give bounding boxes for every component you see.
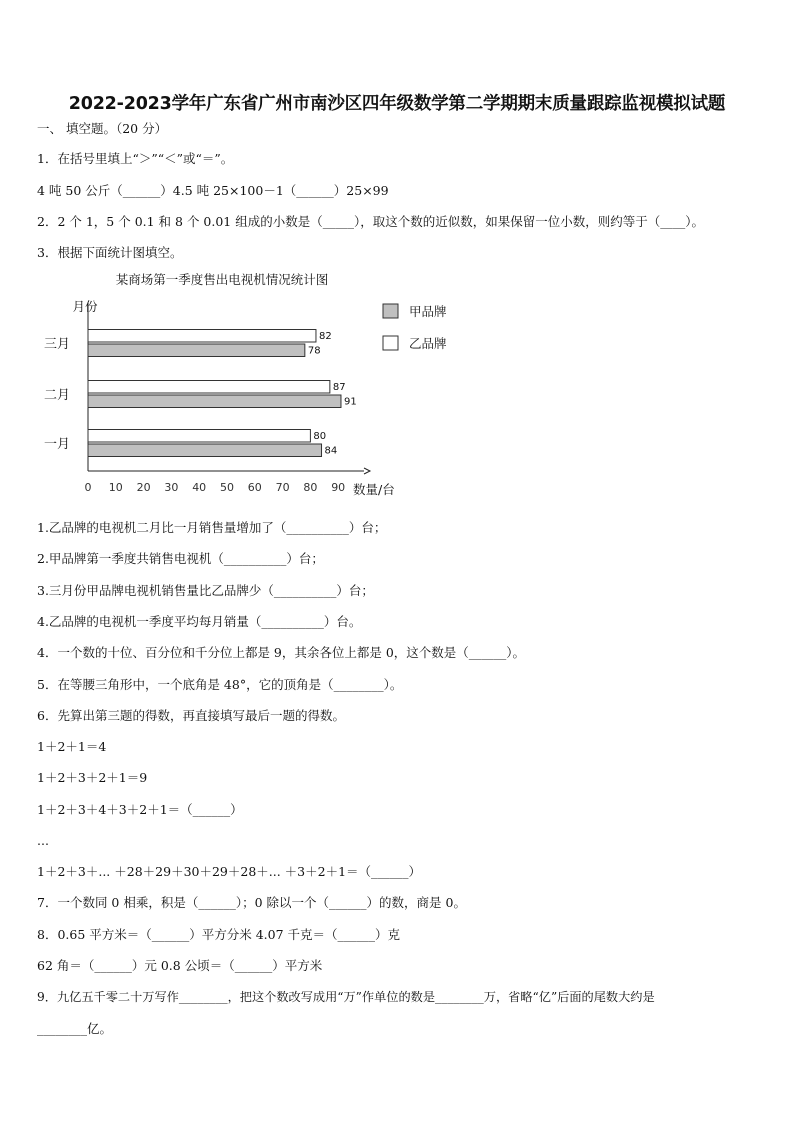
question-3-sub-2: 2.甲品牌第一季度共销售电视机（__________）台； bbox=[37, 551, 324, 566]
question-7: 7．一个数同 0 相乘，积是（______）；0 除以一个（______）的数，商是 0。 bbox=[37, 895, 466, 910]
question-6-line-5: 1＋2＋3＋... ＋28＋29＋30＋29＋28＋... ＋3＋2＋1＝（______） bbox=[37, 864, 422, 879]
chart-bars bbox=[44, 330, 357, 457]
section-heading: 一、 填空题。（20 分） bbox=[37, 121, 168, 136]
bar bbox=[88, 395, 341, 408]
x-tick-label: 90 bbox=[331, 481, 346, 494]
x-tick-label: 30 bbox=[164, 481, 179, 494]
x-tick-label: 20 bbox=[136, 481, 151, 494]
legend-label: 乙品牌 bbox=[409, 336, 447, 351]
x-axis-arrow bbox=[364, 468, 370, 474]
question-6-line-2: 1＋2＋3＋2＋1＝9 bbox=[37, 770, 148, 785]
question-6-line-4: ... bbox=[37, 833, 49, 848]
question-6-stem: 6．先算出第三题的得数，再直接填写最后一题的得数。 bbox=[37, 708, 345, 723]
category-label: 三月 bbox=[43, 337, 71, 352]
bar-value-label: 84 bbox=[324, 445, 338, 457]
bar bbox=[88, 381, 330, 394]
chart-legend bbox=[383, 304, 447, 351]
legend-swatch bbox=[383, 304, 398, 318]
bar-chart bbox=[37, 268, 477, 508]
x-tick-label: 80 bbox=[303, 481, 318, 494]
bar-value-label: 80 bbox=[313, 431, 327, 442]
question-3-stem: 3．根据下面统计图填空。 bbox=[37, 245, 183, 260]
legend-swatch bbox=[383, 336, 398, 350]
bar-value-label: 87 bbox=[332, 382, 346, 393]
question-9-line-2: ________亿。 bbox=[37, 1021, 113, 1036]
bar bbox=[88, 444, 322, 457]
bar bbox=[88, 330, 316, 343]
question-3-sub-4: 4.乙品牌的电视机一季度平均每月销量（__________）台。 bbox=[37, 614, 362, 629]
x-tick-label: 70 bbox=[275, 481, 290, 494]
question-8-row-2: 62 角＝（______）元 0.8 公顷＝（______）平方米 bbox=[37, 958, 323, 973]
question-3-sub-3: 3.三月份甲品牌电视机销售量比乙品牌少（__________）台； bbox=[37, 583, 374, 598]
category-label: 一月 bbox=[43, 437, 71, 452]
question-1-stem: 1．在括号里填上“＞”“＜”或“＝”。 bbox=[37, 151, 234, 166]
chart-xlabel: 数量/台 bbox=[353, 482, 395, 497]
category-label: 二月 bbox=[43, 388, 71, 403]
chart-ylabel: 月份 bbox=[72, 299, 98, 314]
question-5: 5．在等腰三角形中，一个底角是 48°，它的顶角是（________）。 bbox=[37, 677, 403, 692]
bar-value-label: 78 bbox=[307, 345, 321, 357]
question-1-row: 4 吨 50 公斤（______）4.5 吨 25×100－1（______）25×99 bbox=[37, 183, 389, 198]
bar bbox=[88, 430, 310, 443]
question-6-line-3: 1＋2＋3＋4＋3＋2＋1＝（______） bbox=[37, 802, 243, 817]
question-4: 4．一个数的十位、百分位和千分位上都是 9，其余各位上都是 0，这个数是（______）。 bbox=[37, 645, 526, 660]
bar-value-label: 91 bbox=[343, 396, 357, 408]
chart-title: 某商场第一季度售出电视机情况统计图 bbox=[115, 272, 329, 287]
x-tick-label: 0 bbox=[84, 481, 92, 494]
question-8-row-1: 8．0.65 平方米＝（______）平方分米 4.07 千克＝（______）克 bbox=[37, 927, 401, 942]
page-title: 2022-2023学年广东省广州市南沙区四年级数学第二学期期末质量跟踪监视模拟试题 bbox=[68, 94, 726, 114]
bar-value-label: 82 bbox=[318, 331, 332, 342]
question-9-line-1: 9．九亿五千零二十万写作________，把这个数改写成用“万”作单位的数是________万，省略“亿”后面的尾数大约是 bbox=[37, 990, 655, 1004]
x-tick-label: 40 bbox=[192, 481, 207, 494]
x-tick-label: 60 bbox=[247, 481, 262, 494]
legend-label: 甲品牌 bbox=[409, 304, 447, 319]
x-tick-label: 50 bbox=[220, 481, 234, 494]
bar bbox=[88, 344, 305, 357]
question-3-sub-1: 1.乙品牌的电视机二月比一月销售量增加了（__________）台； bbox=[37, 520, 387, 535]
question-6-line-1: 1＋2＋1＝4 bbox=[37, 739, 107, 754]
question-2: 2．2 个 1，5 个 0.1 和 8 个 0.01 组成的小数是（_____），取这个数的近似数，如果保留一位小数，则约等于（____）。 bbox=[37, 214, 704, 229]
x-tick-label: 10 bbox=[108, 481, 123, 494]
